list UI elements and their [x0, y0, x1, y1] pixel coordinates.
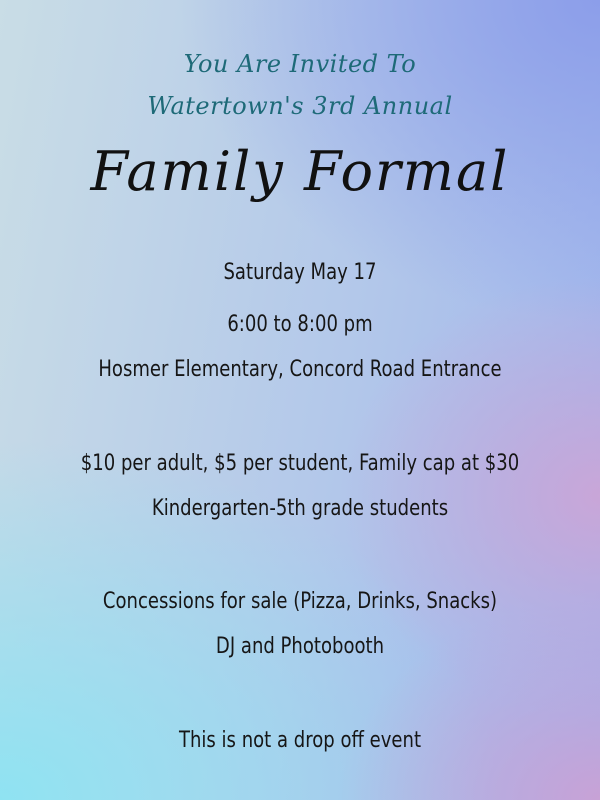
event-time: 6:00 to 8:00 pm — [227, 312, 373, 337]
event-title: Family Formal — [90, 140, 510, 203]
event-note: This is not a drop off event — [178, 728, 422, 753]
intro-line-event-series: Watertown's 3rd Annual — [147, 92, 453, 120]
event-location: Hosmer Elementary, Concord Road Entrance — [98, 357, 502, 382]
event-entertainment: DJ and Photobooth — [215, 634, 385, 659]
event-grades: Kindergarten-5th grade students — [151, 496, 449, 521]
event-date: Saturday May 17 — [223, 260, 377, 285]
event-pricing: $10 per adult, $5 per student, Family cap at $30 — [80, 451, 520, 476]
intro-line-invited: You Are Invited To — [183, 50, 417, 78]
event-concessions: Concessions for sale (Pizza, Drinks, Snacks) — [102, 589, 498, 614]
